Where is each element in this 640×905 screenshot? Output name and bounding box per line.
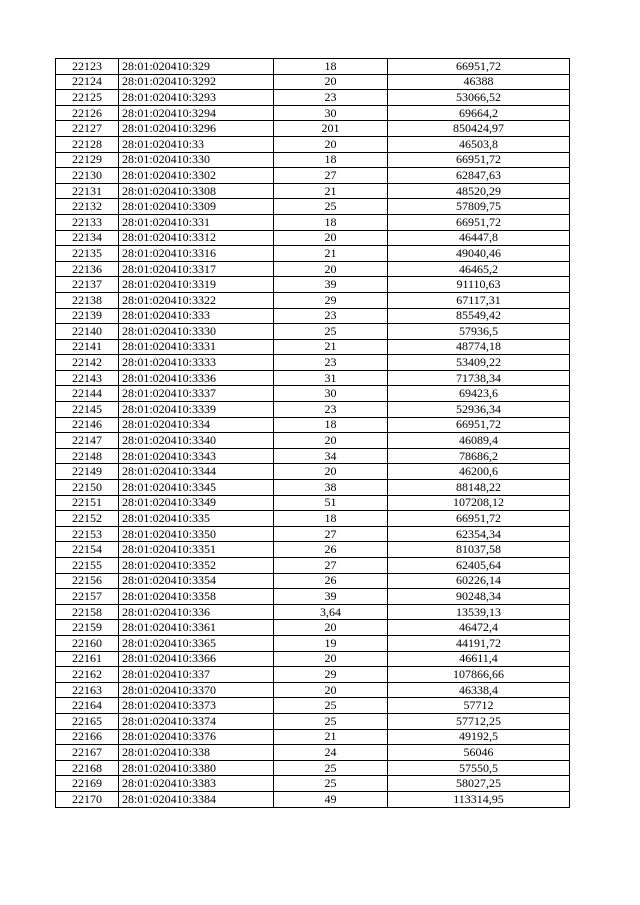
- row-number-cell: 22168: [56, 760, 119, 776]
- value-cell: 107866,66: [388, 667, 570, 683]
- value-cell: 60226,14: [388, 573, 570, 589]
- table-row: [56, 620, 570, 636]
- cadastral-number-cell: 28:01:020410:3345: [119, 480, 274, 496]
- value-cell: 85549,42: [388, 308, 570, 324]
- cadastral-number-cell: 28:01:020410:3292: [119, 74, 274, 90]
- area-cell: 3,64: [274, 604, 388, 620]
- row-number-cell: 22166: [56, 729, 119, 745]
- value-cell: 46465,2: [388, 261, 570, 277]
- area-cell: 30: [274, 386, 388, 402]
- cadastral-number-cell: 28:01:020410:3293: [119, 90, 274, 106]
- row-number-cell: 22152: [56, 511, 119, 527]
- row-number-cell: 22158: [56, 604, 119, 620]
- value-cell: 66951,72: [388, 511, 570, 527]
- table-row: [56, 604, 570, 620]
- cadastral-number-cell: 28:01:020410:3309: [119, 199, 274, 215]
- cadastral-number-cell: 28:01:020410:3370: [119, 682, 274, 698]
- row-number-cell: 22164: [56, 698, 119, 714]
- cadastral-number-cell: 28:01:020410:3308: [119, 183, 274, 199]
- table-row: [56, 713, 570, 729]
- table-row: [56, 292, 570, 308]
- area-cell: 20: [274, 230, 388, 246]
- row-number-cell: 22146: [56, 417, 119, 433]
- table-row: [56, 464, 570, 480]
- area-cell: 25: [274, 199, 388, 215]
- table-row: [56, 370, 570, 386]
- table-row: [56, 168, 570, 184]
- area-cell: 20: [274, 620, 388, 636]
- area-cell: 51: [274, 495, 388, 511]
- value-cell: 62354,34: [388, 526, 570, 542]
- row-number-cell: 22129: [56, 152, 119, 168]
- table-row: [56, 495, 570, 511]
- value-cell: 57936,5: [388, 324, 570, 340]
- area-cell: 21: [274, 729, 388, 745]
- row-number-cell: 22159: [56, 620, 119, 636]
- value-cell: 46338,4: [388, 682, 570, 698]
- row-number-cell: 22144: [56, 386, 119, 402]
- value-cell: 57550,5: [388, 760, 570, 776]
- cadastral-number-cell: 28:01:020410:3343: [119, 448, 274, 464]
- cadastral-number-cell: 28:01:020410:331: [119, 214, 274, 230]
- value-cell: 49040,46: [388, 246, 570, 262]
- value-cell: 90248,34: [388, 589, 570, 605]
- table-row: [56, 152, 570, 168]
- cadastral-number-cell: 28:01:020410:33: [119, 136, 274, 152]
- row-number-cell: 22160: [56, 635, 119, 651]
- cadastral-table: [55, 58, 570, 808]
- value-cell: 62405,64: [388, 558, 570, 574]
- value-cell: 107208,12: [388, 495, 570, 511]
- table-row: [56, 729, 570, 745]
- value-cell: 53066,52: [388, 90, 570, 106]
- area-cell: 18: [274, 59, 388, 75]
- area-cell: 23: [274, 90, 388, 106]
- table-row: [56, 214, 570, 230]
- value-cell: 91110,63: [388, 277, 570, 293]
- area-cell: 25: [274, 698, 388, 714]
- cadastral-number-cell: 28:01:020410:3339: [119, 402, 274, 418]
- cadastral-number-cell: 28:01:020410:3319: [119, 277, 274, 293]
- area-cell: 20: [274, 464, 388, 480]
- table-row: [56, 308, 570, 324]
- value-cell: 46089,4: [388, 433, 570, 449]
- table-row: [56, 791, 570, 807]
- table-row: [56, 480, 570, 496]
- table-row: [56, 199, 570, 215]
- table-row: [56, 542, 570, 558]
- value-cell: 69664,2: [388, 105, 570, 121]
- value-cell: 81037,58: [388, 542, 570, 558]
- cadastral-number-cell: 28:01:020410:3296: [119, 121, 274, 137]
- row-number-cell: 22156: [56, 573, 119, 589]
- table-row: [56, 183, 570, 199]
- table-row: [56, 417, 570, 433]
- row-number-cell: 22123: [56, 59, 119, 75]
- cadastral-number-cell: 28:01:020410:3350: [119, 526, 274, 542]
- value-cell: 57712,25: [388, 713, 570, 729]
- value-cell: 57809,75: [388, 199, 570, 215]
- table-row: [56, 74, 570, 90]
- table-row: [56, 230, 570, 246]
- table-row: [56, 121, 570, 137]
- value-cell: 53409,22: [388, 355, 570, 371]
- area-cell: 201: [274, 121, 388, 137]
- table-row: [56, 651, 570, 667]
- value-cell: 46200,6: [388, 464, 570, 480]
- area-cell: 27: [274, 558, 388, 574]
- value-cell: 113314,95: [388, 791, 570, 807]
- area-cell: 25: [274, 713, 388, 729]
- table-row: [56, 589, 570, 605]
- cadastral-number-cell: 28:01:020410:3336: [119, 370, 274, 386]
- row-number-cell: 22167: [56, 745, 119, 761]
- row-number-cell: 22125: [56, 90, 119, 106]
- cadastral-number-cell: 28:01:020410:3352: [119, 558, 274, 574]
- row-number-cell: 22133: [56, 214, 119, 230]
- row-number-cell: 22130: [56, 168, 119, 184]
- table-row: [56, 261, 570, 277]
- value-cell: 13539,13: [388, 604, 570, 620]
- row-number-cell: 22157: [56, 589, 119, 605]
- cadastral-number-cell: 28:01:020410:336: [119, 604, 274, 620]
- row-number-cell: 22127: [56, 121, 119, 137]
- value-cell: 66951,72: [388, 417, 570, 433]
- area-cell: 20: [274, 682, 388, 698]
- row-number-cell: 22136: [56, 261, 119, 277]
- table-row: [56, 433, 570, 449]
- area-cell: 25: [274, 776, 388, 792]
- row-number-cell: 22153: [56, 526, 119, 542]
- table-row: [56, 59, 570, 75]
- area-cell: 20: [274, 261, 388, 277]
- area-cell: 27: [274, 526, 388, 542]
- table-row: [56, 339, 570, 355]
- area-cell: 49: [274, 791, 388, 807]
- area-cell: 18: [274, 417, 388, 433]
- row-number-cell: 22124: [56, 74, 119, 90]
- cadastral-number-cell: 28:01:020410:3384: [119, 791, 274, 807]
- cadastral-number-cell: 28:01:020410:3312: [119, 230, 274, 246]
- cadastral-number-cell: 28:01:020410:3366: [119, 651, 274, 667]
- cadastral-number-cell: 28:01:020410:3373: [119, 698, 274, 714]
- value-cell: 46447,8: [388, 230, 570, 246]
- row-number-cell: 22138: [56, 292, 119, 308]
- area-cell: 23: [274, 308, 388, 324]
- row-number-cell: 22163: [56, 682, 119, 698]
- value-cell: 46503,8: [388, 136, 570, 152]
- row-number-cell: 22155: [56, 558, 119, 574]
- table-body: [56, 59, 570, 808]
- cadastral-number-cell: 28:01:020410:333: [119, 308, 274, 324]
- cadastral-number-cell: 28:01:020410:3376: [119, 729, 274, 745]
- area-cell: 18: [274, 152, 388, 168]
- table-row: [56, 745, 570, 761]
- table-row: [56, 136, 570, 152]
- area-cell: 30: [274, 105, 388, 121]
- area-cell: 23: [274, 355, 388, 371]
- row-number-cell: 22161: [56, 651, 119, 667]
- row-number-cell: 22139: [56, 308, 119, 324]
- area-cell: 20: [274, 74, 388, 90]
- area-cell: 39: [274, 277, 388, 293]
- value-cell: 66951,72: [388, 152, 570, 168]
- value-cell: 71738,34: [388, 370, 570, 386]
- cadastral-number-cell: 28:01:020410:3337: [119, 386, 274, 402]
- table-row: [56, 558, 570, 574]
- value-cell: 88148,22: [388, 480, 570, 496]
- table-row: [56, 573, 570, 589]
- cadastral-number-cell: 28:01:020410:3344: [119, 464, 274, 480]
- table-row: [56, 355, 570, 371]
- area-cell: 26: [274, 542, 388, 558]
- table-row: [56, 277, 570, 293]
- row-number-cell: 22143: [56, 370, 119, 386]
- row-number-cell: 22142: [56, 355, 119, 371]
- row-number-cell: 22126: [56, 105, 119, 121]
- area-cell: 25: [274, 760, 388, 776]
- row-number-cell: 22165: [56, 713, 119, 729]
- table-row: [56, 448, 570, 464]
- area-cell: 29: [274, 667, 388, 683]
- cadastral-number-cell: 28:01:020410:3361: [119, 620, 274, 636]
- area-cell: 21: [274, 183, 388, 199]
- area-cell: 27: [274, 168, 388, 184]
- cadastral-number-cell: 28:01:020410:3380: [119, 760, 274, 776]
- cadastral-number-cell: 28:01:020410:3358: [119, 589, 274, 605]
- cadastral-number-cell: 28:01:020410:3333: [119, 355, 274, 371]
- row-number-cell: 22137: [56, 277, 119, 293]
- cadastral-number-cell: 28:01:020410:3365: [119, 635, 274, 651]
- row-number-cell: 22141: [56, 339, 119, 355]
- row-number-cell: 22148: [56, 448, 119, 464]
- value-cell: 67117,31: [388, 292, 570, 308]
- table-row: [56, 105, 570, 121]
- table-row: [56, 667, 570, 683]
- row-number-cell: 22140: [56, 324, 119, 340]
- cadastral-number-cell: 28:01:020410:3354: [119, 573, 274, 589]
- value-cell: 78686,2: [388, 448, 570, 464]
- area-cell: 38: [274, 480, 388, 496]
- row-number-cell: 22151: [56, 495, 119, 511]
- cadastral-number-cell: 28:01:020410:3349: [119, 495, 274, 511]
- cadastral-number-cell: 28:01:020410:3322: [119, 292, 274, 308]
- table-row: [56, 635, 570, 651]
- row-number-cell: 22145: [56, 402, 119, 418]
- value-cell: 46611,4: [388, 651, 570, 667]
- cadastral-number-cell: 28:01:020410:3330: [119, 324, 274, 340]
- value-cell: 66951,72: [388, 59, 570, 75]
- area-cell: 21: [274, 339, 388, 355]
- table-row: [56, 776, 570, 792]
- row-number-cell: 22170: [56, 791, 119, 807]
- area-cell: 18: [274, 511, 388, 527]
- table-row: [56, 386, 570, 402]
- cadastral-number-cell: 28:01:020410:3294: [119, 105, 274, 121]
- cadastral-number-cell: 28:01:020410:3383: [119, 776, 274, 792]
- table-row: [56, 526, 570, 542]
- area-cell: 20: [274, 433, 388, 449]
- area-cell: 39: [274, 589, 388, 605]
- value-cell: 66951,72: [388, 214, 570, 230]
- cadastral-number-cell: 28:01:020410:3317: [119, 261, 274, 277]
- area-cell: 29: [274, 292, 388, 308]
- value-cell: 46388: [388, 74, 570, 90]
- cadastral-number-cell: 28:01:020410:334: [119, 417, 274, 433]
- cadastral-number-cell: 28:01:020410:3374: [119, 713, 274, 729]
- cadastral-number-cell: 28:01:020410:335: [119, 511, 274, 527]
- value-cell: 69423,6: [388, 386, 570, 402]
- area-cell: 23: [274, 402, 388, 418]
- cadastral-number-cell: 28:01:020410:337: [119, 667, 274, 683]
- row-number-cell: 22134: [56, 230, 119, 246]
- cadastral-number-cell: 28:01:020410:3302: [119, 168, 274, 184]
- table-row: [56, 324, 570, 340]
- cadastral-number-cell: 28:01:020410:3351: [119, 542, 274, 558]
- row-number-cell: 22150: [56, 480, 119, 496]
- cadastral-number-cell: 28:01:020410:330: [119, 152, 274, 168]
- value-cell: 62847,63: [388, 168, 570, 184]
- area-cell: 20: [274, 136, 388, 152]
- area-cell: 26: [274, 573, 388, 589]
- value-cell: 44191,72: [388, 635, 570, 651]
- row-number-cell: 22149: [56, 464, 119, 480]
- value-cell: 49192,5: [388, 729, 570, 745]
- table-row: [56, 760, 570, 776]
- table-row: [56, 682, 570, 698]
- area-cell: 34: [274, 448, 388, 464]
- value-cell: 57712: [388, 698, 570, 714]
- area-cell: 18: [274, 214, 388, 230]
- area-cell: 25: [274, 324, 388, 340]
- area-cell: 31: [274, 370, 388, 386]
- value-cell: 850424,97: [388, 121, 570, 137]
- cadastral-number-cell: 28:01:020410:3316: [119, 246, 274, 262]
- cadastral-number-cell: 28:01:020410:3331: [119, 339, 274, 355]
- value-cell: 46472,4: [388, 620, 570, 636]
- table-row: [56, 698, 570, 714]
- value-cell: 56046: [388, 745, 570, 761]
- row-number-cell: 22135: [56, 246, 119, 262]
- value-cell: 52936,34: [388, 402, 570, 418]
- table-row: [56, 246, 570, 262]
- row-number-cell: 22128: [56, 136, 119, 152]
- row-number-cell: 22131: [56, 183, 119, 199]
- table-row: [56, 402, 570, 418]
- row-number-cell: 22169: [56, 776, 119, 792]
- area-cell: 21: [274, 246, 388, 262]
- cadastral-number-cell: 28:01:020410:329: [119, 59, 274, 75]
- value-cell: 48520,29: [388, 183, 570, 199]
- row-number-cell: 22162: [56, 667, 119, 683]
- table-row: [56, 511, 570, 527]
- area-cell: 19: [274, 635, 388, 651]
- table-row: [56, 90, 570, 106]
- cadastral-number-cell: 28:01:020410:338: [119, 745, 274, 761]
- row-number-cell: 22154: [56, 542, 119, 558]
- cadastral-number-cell: 28:01:020410:3340: [119, 433, 274, 449]
- area-cell: 20: [274, 651, 388, 667]
- row-number-cell: 22132: [56, 199, 119, 215]
- area-cell: 24: [274, 745, 388, 761]
- value-cell: 58027,25: [388, 776, 570, 792]
- value-cell: 48774,18: [388, 339, 570, 355]
- row-number-cell: 22147: [56, 433, 119, 449]
